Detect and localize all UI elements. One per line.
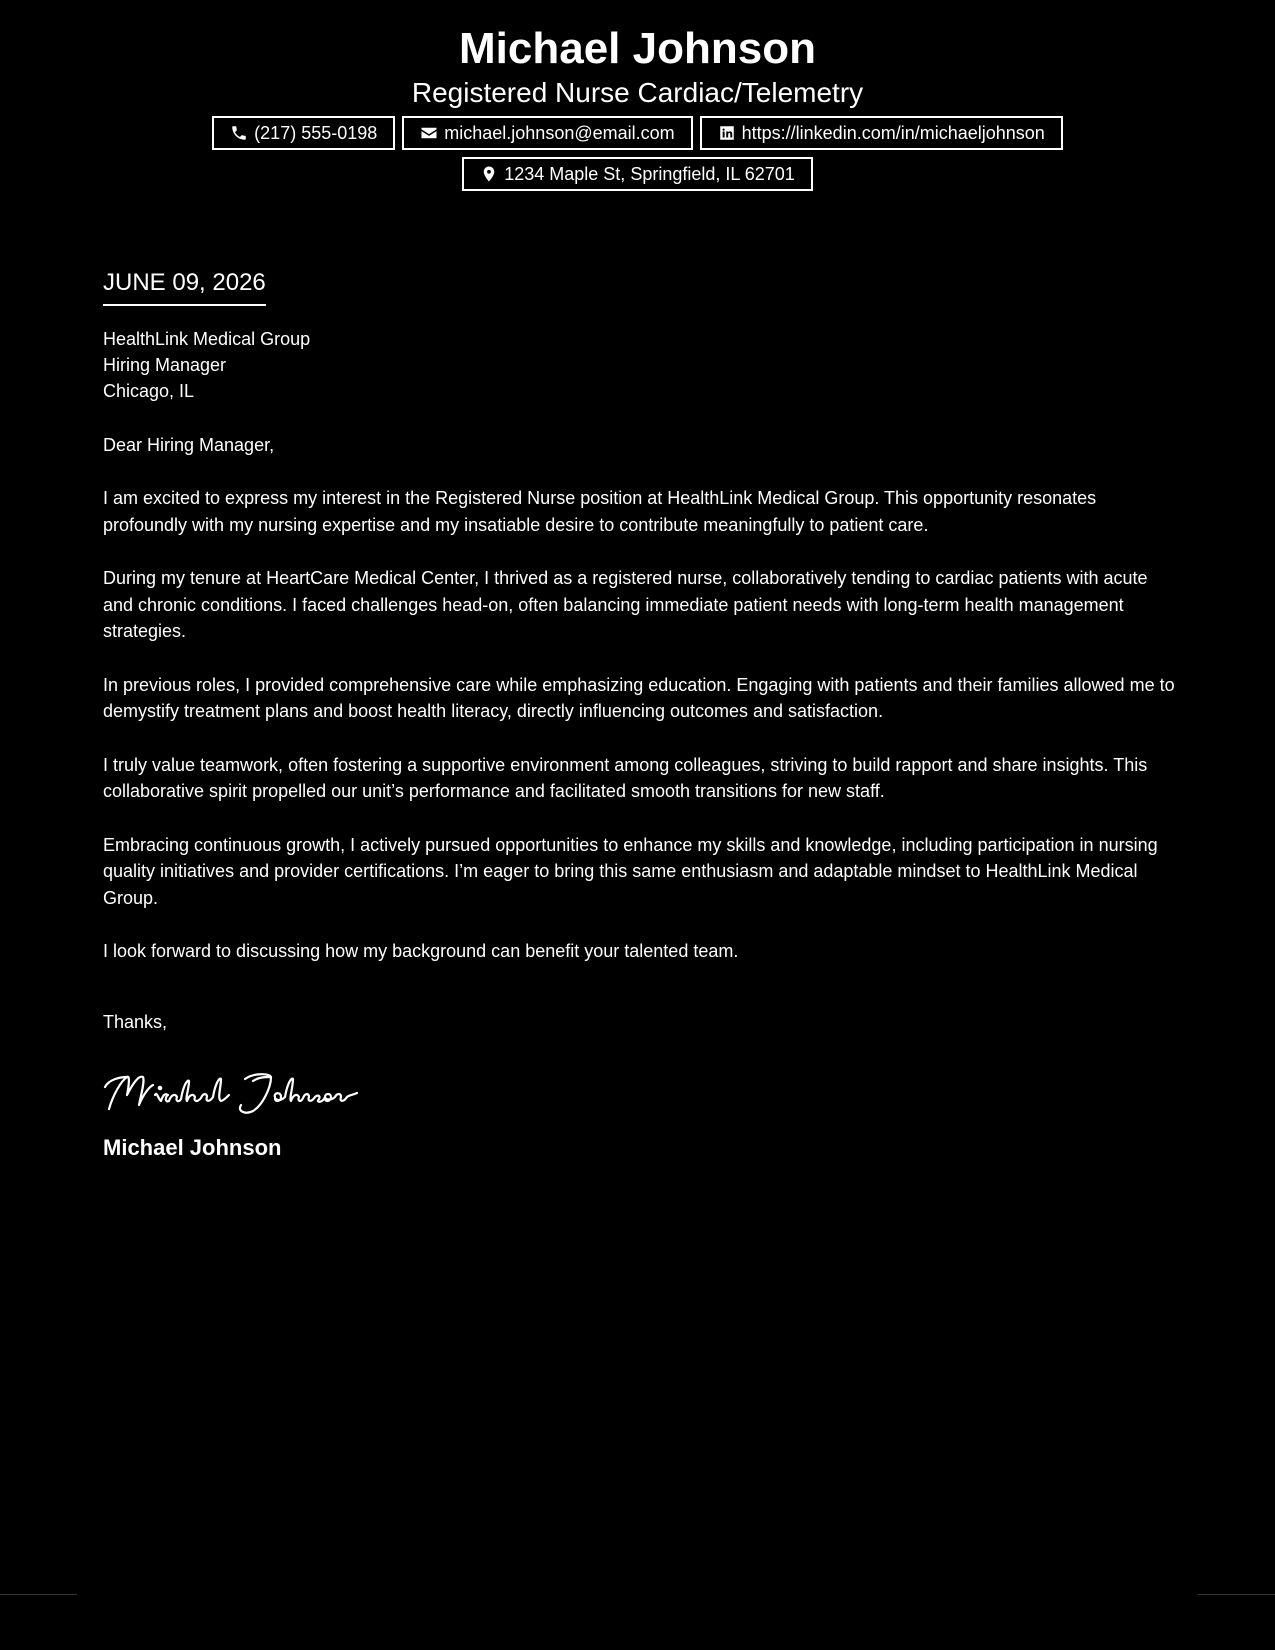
paragraph-education: In previous roles, I provided comprehensive care while emphasizing education. Engaging with patients and their families allowed me to demystify treatment plans and boost health literacy, directly influencing outcomes and satisfaction. — [103, 674, 1175, 721]
applicant-name: Michael Johnson — [459, 24, 816, 73]
linkedin-icon — [718, 124, 736, 142]
handwritten-signature — [103, 1065, 1178, 1119]
paragraph-experience: During my tenure at HeartCare Medical Center, I thrived as a registered nurse, collaboratively tending to cardiac patients with acute and chronic conditions. I faced challenges head-on, often balancing immediate patient needs with long-term health management strategies. — [103, 568, 1148, 641]
phone-number: (217) 555-0198 — [254, 123, 378, 143]
contact-row-primary — [212, 116, 1063, 150]
recipient-role: Hiring Manager — [103, 355, 227, 375]
letter-date: JUNE 09, 2026 — [103, 266, 266, 306]
phone-chip[interactable] — [212, 116, 395, 150]
footer-divider-right — [1198, 1594, 1275, 1595]
contact-info — [0, 116, 1275, 191]
linkedin-chip[interactable] — [700, 116, 1063, 150]
email-address: michael.johnson@email.com — [444, 123, 675, 143]
recipient-location: Chicago, IL — [103, 381, 195, 401]
recipient-company: HealthLink Medical Group — [103, 329, 311, 349]
map-marker-icon — [480, 165, 498, 183]
salutation: Dear Hiring Manager, — [103, 435, 275, 455]
phone-icon — [230, 124, 248, 142]
linkedin-url: https://linkedin.com/in/michaeljohnson — [741, 123, 1045, 143]
paragraph-intro: I am excited to express my interest in the Registered Nurse position at HealthLink Medical Group. This opportunity resonates profoundly with my nursing expertise and my insatiable desire to contribute meaningfully to patient care. — [103, 488, 1097, 535]
letter-body — [103, 266, 1178, 1163]
street-address: 1234 Maple St, Springfield, IL 62701 — [504, 164, 795, 184]
paragraph-growth: Embracing continuous growth, I actively pursued opportunities to enhance my skills and knowledge, including participation in nursing quality initiatives and provider certifications. I’m eager to bring this same enthusiasm and adaptable mindset to HealthLink Medical Group. — [103, 834, 1158, 908]
paragraph-teamwork: I truly value teamwork, often fostering a supportive environment among colleagues, striving to build rapport and share insights. This collaborative spirit propelled our unit’s performance and facilitated smooth transitions for new staff. — [103, 754, 1148, 801]
signer-name: Michael Johnson — [103, 1134, 282, 1160]
email-chip[interactable] — [402, 116, 692, 150]
address-chip[interactable] — [462, 157, 813, 191]
closing-phrase: Thanks, — [103, 1011, 168, 1032]
paragraph-closing-remark: I look forward to discussing how my background can benefit your talented team. — [103, 941, 739, 961]
envelope-icon — [420, 124, 438, 142]
footer-divider-left — [0, 1594, 77, 1595]
letter-header — [0, 22, 1275, 191]
recipient-block — [103, 326, 1178, 404]
contact-row-secondary — [462, 157, 813, 191]
applicant-title: Registered Nurse Cardiac/Telemetry — [411, 77, 864, 108]
